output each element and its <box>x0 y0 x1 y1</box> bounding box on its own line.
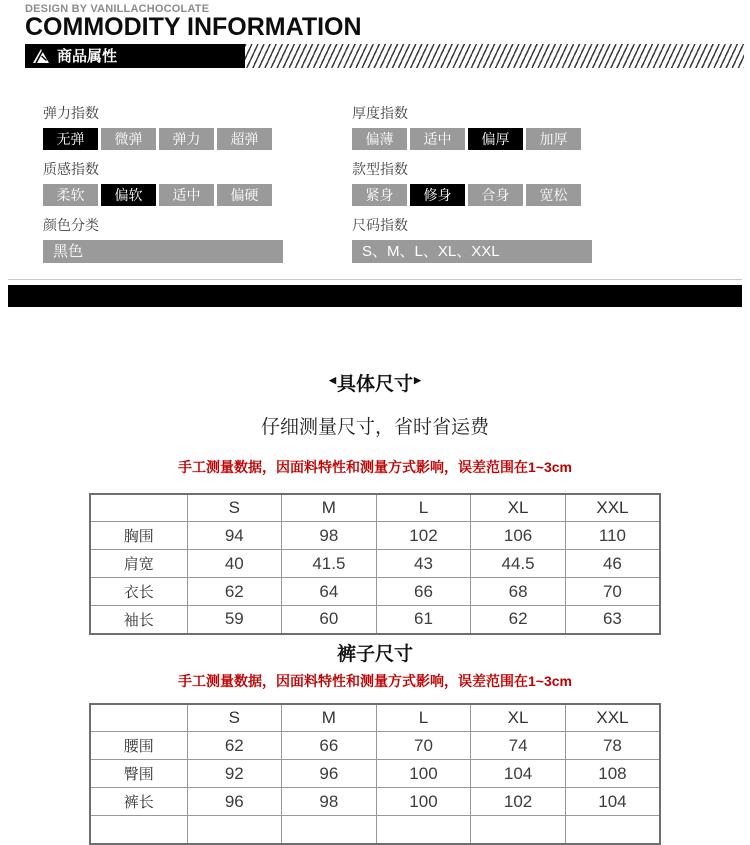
size-value-bar: S、M、L、XL、XXL <box>352 240 592 263</box>
pants-size-table <box>89 703 661 845</box>
attr-option-chip-selected[interactable]: 修身 <box>410 184 465 206</box>
size-value-cell: 66 <box>376 578 471 606</box>
size-value-cell: 40 <box>187 550 282 578</box>
row-label <box>90 816 187 844</box>
size-value-cell: 92 <box>187 760 282 788</box>
size-value-cell: 106 <box>471 522 566 550</box>
row-label: 臀围 <box>90 760 187 788</box>
column-header: XL <box>471 494 566 522</box>
attr-option-chip[interactable]: 超弹 <box>217 128 272 150</box>
column-header: XXL <box>565 704 660 732</box>
size-value-cell: 59 <box>187 606 282 634</box>
corner-cell <box>90 494 187 522</box>
attr-option-chip[interactable]: 适中 <box>159 184 214 206</box>
size-value-cell: 62 <box>187 732 282 760</box>
title-right-triangle-icon: ▶ <box>414 374 421 385</box>
table-row <box>90 816 660 844</box>
size-value-cell <box>187 816 282 844</box>
size-value-cell <box>376 816 471 844</box>
attr-option-chip[interactable]: 宽松 <box>526 184 581 206</box>
size-value-cell: 68 <box>471 578 566 606</box>
section-hairline <box>8 279 742 280</box>
column-header: M <box>282 494 377 522</box>
size-index-label: 尺码指数 <box>352 216 408 233</box>
size-value-cell: 94 <box>187 522 282 550</box>
attr-group-color <box>43 215 352 263</box>
banner-label-box <box>25 44 245 68</box>
attr-option-chip[interactable]: 偏硬 <box>217 184 272 206</box>
corner-cell <box>90 704 187 732</box>
attr-option-chip[interactable]: 微弹 <box>101 128 156 150</box>
size-value-cell: 102 <box>376 522 471 550</box>
brand-triangle-icon <box>33 49 49 63</box>
size-value-cell: 110 <box>565 522 660 550</box>
size-value-cell: 46 <box>565 550 660 578</box>
attr-options-row <box>43 128 352 150</box>
table-row <box>90 522 660 550</box>
size-value-cell: 41.5 <box>282 550 377 578</box>
color-category-label: 颜色分类 <box>43 216 99 233</box>
size-value-cell: 63 <box>565 606 660 634</box>
attr-group-label: 质感指数 <box>43 160 99 177</box>
size-title-text: 具体尺寸 <box>336 373 413 395</box>
size-value-cell: 74 <box>471 732 566 760</box>
attr-group-label: 弹力指数 <box>43 104 99 121</box>
attr-option-chip[interactable]: 弹力 <box>159 128 214 150</box>
attr-group-label: 厚度指数 <box>352 104 408 121</box>
size-value-cell: 100 <box>376 760 471 788</box>
size-value-cell: 62 <box>471 606 566 634</box>
attr-options-row <box>352 128 750 150</box>
top-garment-size-table <box>89 493 661 635</box>
size-value-cell: 100 <box>376 788 471 816</box>
size-value-cell: 96 <box>187 788 282 816</box>
page-header <box>0 0 750 41</box>
size-value-cell <box>565 816 660 844</box>
column-header: S <box>187 704 282 732</box>
table-row <box>90 606 660 634</box>
row-label: 肩宽 <box>90 550 187 578</box>
size-value-cell: 62 <box>187 578 282 606</box>
attr-group-elasticity <box>43 103 352 159</box>
attr-group-thickness <box>352 103 750 159</box>
black-divider-bar <box>8 285 742 307</box>
attr-group-texture <box>43 159 352 215</box>
color-value-bar: 黑色 <box>43 240 283 263</box>
table-row <box>90 760 660 788</box>
size-value-cell: 44.5 <box>471 550 566 578</box>
row-label: 衣长 <box>90 578 187 606</box>
table-row <box>90 788 660 816</box>
attr-option-chip-selected[interactable]: 无弹 <box>43 128 98 150</box>
size-subtitle: 仔细测量尺寸，省时省运费 <box>260 416 489 438</box>
size-value-cell: 61 <box>376 606 471 634</box>
attr-option-chip[interactable]: 适中 <box>410 128 465 150</box>
size-value-cell: 104 <box>471 760 566 788</box>
row-label: 裤长 <box>90 788 187 816</box>
attr-group-label: 款型指数 <box>352 160 408 177</box>
size-value-cell: 102 <box>471 788 566 816</box>
table-row <box>90 732 660 760</box>
size-value-cell: 108 <box>565 760 660 788</box>
column-header: S <box>187 494 282 522</box>
size-value-cell: 98 <box>282 788 377 816</box>
table-row <box>90 550 660 578</box>
column-header: XXL <box>565 494 660 522</box>
size-value-cell: 98 <box>282 522 377 550</box>
attr-option-chip[interactable]: 合身 <box>468 184 523 206</box>
attr-group-size <box>352 215 750 263</box>
size-section-title <box>0 369 750 396</box>
column-header: L <box>376 704 471 732</box>
attr-group-fit <box>352 159 750 215</box>
design-by-text: DESIGN BY VANILLACHOCOLATE <box>25 3 210 15</box>
column-header: XL <box>471 704 566 732</box>
size-value-cell <box>282 816 377 844</box>
attr-option-chip[interactable]: 柔软 <box>43 184 98 206</box>
size-value-cell: 70 <box>376 732 471 760</box>
pants-measurement-note: 手工测量数据，因面料特性和测量方式影响，误差范围在1~3cm <box>178 672 572 689</box>
size-value-cell: 66 <box>282 732 377 760</box>
size-value-cell: 70 <box>565 578 660 606</box>
measurement-note: 手工测量数据，因面料特性和测量方式影响，误差范围在1~3cm <box>178 458 572 475</box>
size-value-cell: 78 <box>565 732 660 760</box>
page-title: COMMODITY INFORMATION <box>25 13 362 41</box>
column-header: L <box>376 494 471 522</box>
size-value-cell: 96 <box>282 760 377 788</box>
row-label: 袖长 <box>90 606 187 634</box>
attr-option-chip[interactable]: 偏薄 <box>352 128 407 150</box>
title-left-triangle-icon: ◀ <box>329 374 336 385</box>
table-row <box>90 578 660 606</box>
attr-option-chip-selected[interactable]: 偏软 <box>101 184 156 206</box>
attr-option-chip-selected[interactable]: 偏厚 <box>468 128 523 150</box>
table-header-row <box>90 494 660 522</box>
attr-options-row <box>43 184 352 206</box>
size-value-cell: 43 <box>376 550 471 578</box>
attr-options-row <box>352 184 750 206</box>
pants-section-title: 裤子尺寸 <box>336 643 413 665</box>
attributes-grid <box>0 103 750 263</box>
column-header: M <box>282 704 377 732</box>
size-value-cell: 60 <box>282 606 377 634</box>
table-header-row <box>90 704 660 732</box>
attr-option-chip[interactable]: 紧身 <box>352 184 407 206</box>
attr-option-chip[interactable]: 加厚 <box>526 128 581 150</box>
attributes-section-banner <box>25 44 744 68</box>
size-value-cell <box>471 816 566 844</box>
banner-label: 商品属性 <box>57 48 118 65</box>
diagonal-stripes-decoration <box>245 44 744 68</box>
size-value-cell: 64 <box>282 578 377 606</box>
row-label: 腰围 <box>90 732 187 760</box>
row-label: 胸围 <box>90 522 187 550</box>
size-value-cell: 104 <box>565 788 660 816</box>
